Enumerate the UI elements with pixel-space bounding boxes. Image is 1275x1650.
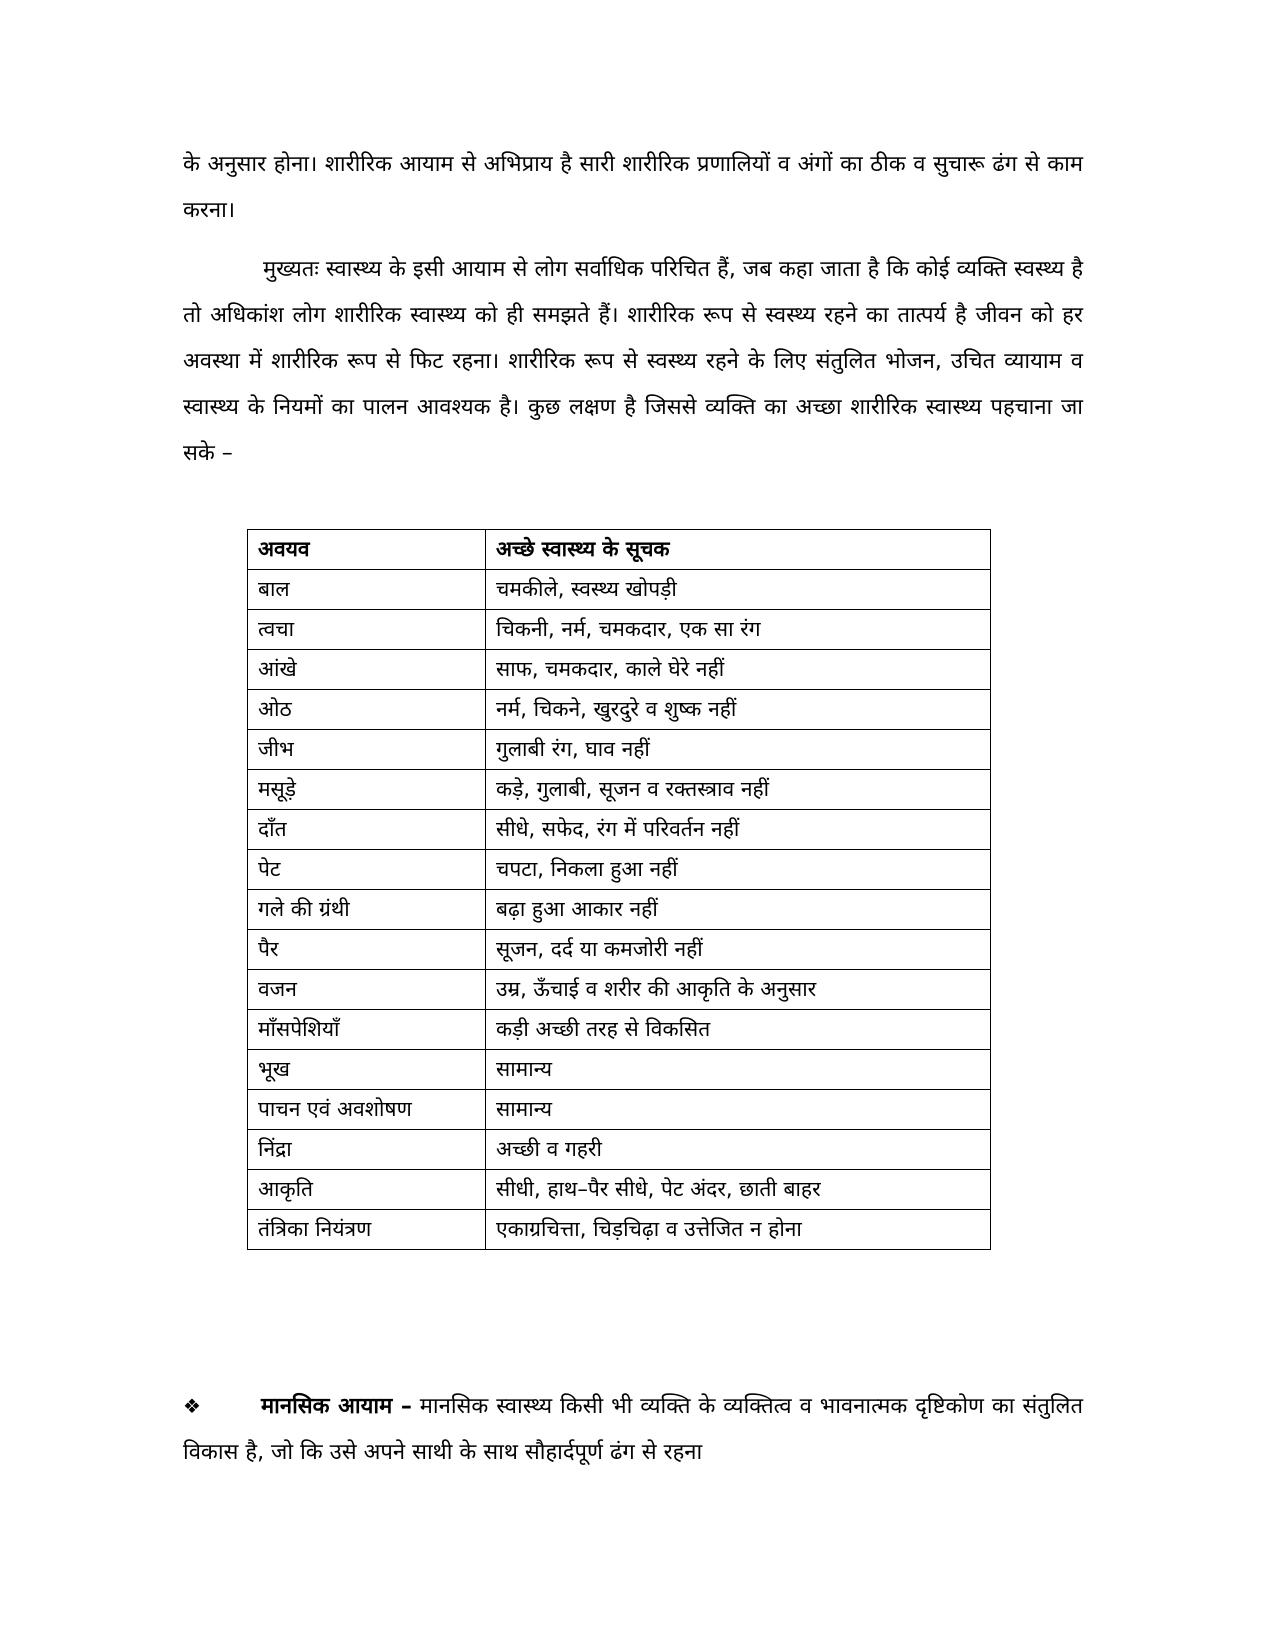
table-row: [248, 1130, 991, 1170]
organ-cell: वजन: [248, 970, 486, 1010]
indicator-cell: बढ़ा हुआ आकार नहीं: [486, 890, 991, 930]
table-row: [248, 570, 991, 610]
indicator-cell: सीधे, सफेद, रंग में परिवर्तन नहीं: [486, 810, 991, 850]
indicator-cell: सामान्य: [486, 1050, 991, 1090]
health-indicators-table: [247, 529, 991, 1250]
indicator-cell: कड़ी अच्छी तरह से विकसित: [486, 1010, 991, 1050]
table-row: [248, 1010, 991, 1050]
table-row: [248, 1090, 991, 1130]
organ-cell: निंद्रा: [248, 1130, 486, 1170]
organ-cell: आंखे: [248, 650, 486, 690]
organ-cell: पाचन एवं अवशोषण: [248, 1090, 486, 1130]
table-row: [248, 1050, 991, 1090]
organ-cell: ओठ: [248, 690, 486, 730]
organ-cell: मसूड़े: [248, 770, 486, 810]
table-row: [248, 970, 991, 1010]
table-row: [248, 930, 991, 970]
indicator-cell: चपटा, निकला हुआ नहीं: [486, 850, 991, 890]
section-heading: मानसिक आयाम –: [261, 1394, 412, 1419]
indicator-cell: गुलाबी रंग, घाव नहीं: [486, 730, 991, 770]
table-row: [248, 650, 991, 690]
indicator-cell: सीधी, हाथ–पैर सीधे, पेट अंदर, छाती बाहर: [486, 1170, 991, 1210]
paragraph-physical-health: मुख्यतः स्वास्थ्य के इसी आयाम से लोग सर्वाधिक परिचित हैं, जब कहा जाता है कि कोई व्यक्ति स्वस्थ्य है तो अधिकांश लोग शारीरिक स्वास्थ्य को ही समझते हैं। शारीरिक रूप से स्वस्थ्य रहने का तात्पर्य है जीवन को हर अवस्था में शारीरिक रूप से फिट रहना। शारीरिक रूप से स्वस्थ्य रहने के लिए संतुलित भोजन, उचित व्यायाम व स्वास्थ्य के नियमों का पालन आवश्यक है। कुछ लक्षण है जिससे व्यक्ति का अच्छा शारीरिक स्वास्थ्य पहचाना जा सके –: [183, 257, 1083, 466]
indicator-cell: सामान्य: [486, 1090, 991, 1130]
table-row: [248, 850, 991, 890]
table-row: [248, 1170, 991, 1210]
diamond-bullet-icon: ❖: [183, 1394, 201, 1418]
indicator-cell: चमकीले, स्वस्थ्य खोपड़ी: [486, 570, 991, 610]
indicator-cell: एकाग्रचित्ता, चिड़चिढ़ा व उत्तेजित न होना: [486, 1210, 991, 1250]
table-row: [248, 1210, 991, 1250]
organ-cell: भूख: [248, 1050, 486, 1090]
organ-cell: त्वचा: [248, 610, 486, 650]
indicator-cell: नर्म, चिकने, खुरदुरे व शुष्क नहीं: [486, 690, 991, 730]
table-header-row: [248, 530, 991, 570]
mental-dimension-section: [183, 1383, 1083, 1476]
indicator-cell: उम्र, ऊँचाई व शरीर की आकृति के अनुसार: [486, 970, 991, 1010]
column-header-organ: अवयव: [248, 530, 486, 570]
organ-cell: पेट: [248, 850, 486, 890]
table-row: [248, 690, 991, 730]
organ-cell: तंत्रिका नियंत्रण: [248, 1210, 486, 1250]
organ-cell: आकृति: [248, 1170, 486, 1210]
organ-cell: दाँत: [248, 810, 486, 850]
column-header-indicator: अच्छे स्वास्थ्य के सूचक: [486, 530, 991, 570]
indicator-cell: कड़े, गुलाबी, सूजन व रक्तस्त्राव नहीं: [486, 770, 991, 810]
section-body-text: मानसिक स्वास्थ्य किसी भी व्यक्ति के व्यक्तित्व व भावनात्मक दृष्टिकोण का संतुलित विकास है, जो कि उसे अपने साथी के साथ सौहार्दपूर्ण ढंग से रहना: [183, 1394, 1083, 1465]
table-row: [248, 770, 991, 810]
indicator-cell: साफ, चमकदार, काले घेरे नहीं: [486, 650, 991, 690]
indicator-cell: चिकनी, नर्म, चमकदार, एक सा रंग: [486, 610, 991, 650]
organ-cell: बाल: [248, 570, 486, 610]
organ-cell: माँसपेशियाँ: [248, 1010, 486, 1050]
organ-cell: जीभ: [248, 730, 486, 770]
table-row: [248, 890, 991, 930]
table-row: [248, 810, 991, 850]
indicator-cell: अच्छी व गहरी: [486, 1130, 991, 1170]
organ-cell: गले की ग्रंथी: [248, 890, 486, 930]
organ-cell: पैर: [248, 930, 486, 970]
table-row: [248, 730, 991, 770]
indicator-cell: सूजन, दर्द या कमजोरी नहीं: [486, 930, 991, 970]
table-row: [248, 610, 991, 650]
paragraph-physical-dimension-end: के अनुसार होना। शारीरिक आयाम से अभिप्राय है सारी शारीरिक प्रणालियों व अंगों का ठीक व सुचारू ढंग से काम करना।: [183, 152, 1083, 223]
